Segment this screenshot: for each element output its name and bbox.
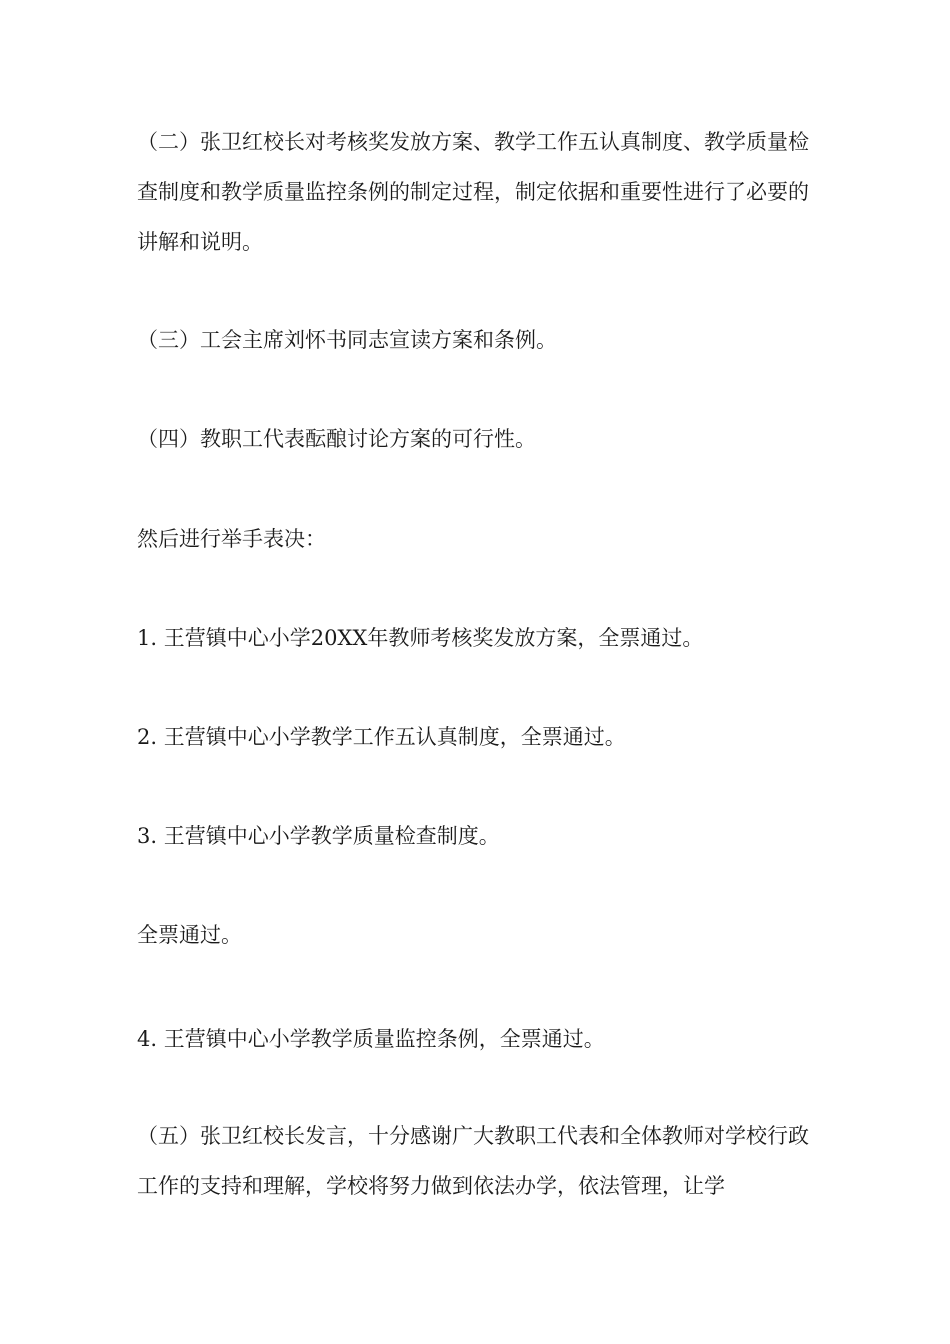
vote-item-4: 4. 王营镇中心小学教学质量监控条例，全票通过。 bbox=[137, 1027, 605, 1051]
vote-item-1: 1. 王营镇中心小学20XX年教师考核奖发放方案，全票通过。 bbox=[137, 626, 704, 650]
paragraph-4: （四）教职工代表酝酿讨论方案的可行性。 bbox=[137, 427, 536, 451]
vote-intro: 然后进行举手表决： bbox=[137, 527, 326, 551]
paragraph-5: （五）张卫红校长发言，十分感谢广大教职工代表和全体教师对学校行政工作的支持和理解，学校将努力做到依法办学，依法管理，让学 bbox=[137, 1124, 809, 1198]
paragraph-2: （二）张卫红校长对考核奖发放方案、教学工作五认真制度、教学质量检查制度和教学质量监控条例的制定过程，制定依据和重要性进行了必要的讲解和说明。 bbox=[137, 130, 809, 254]
vote-item-3: 3. 王营镇中心小学教学质量检查制度。 bbox=[137, 824, 500, 848]
vote-item-2: 2. 王营镇中心小学教学工作五认真制度，全票通过。 bbox=[137, 725, 626, 749]
vote-item-3-result: 全票通过。 bbox=[137, 923, 242, 947]
paragraph-3: （三）工会主席刘怀书同志宣读方案和条例。 bbox=[137, 328, 557, 352]
